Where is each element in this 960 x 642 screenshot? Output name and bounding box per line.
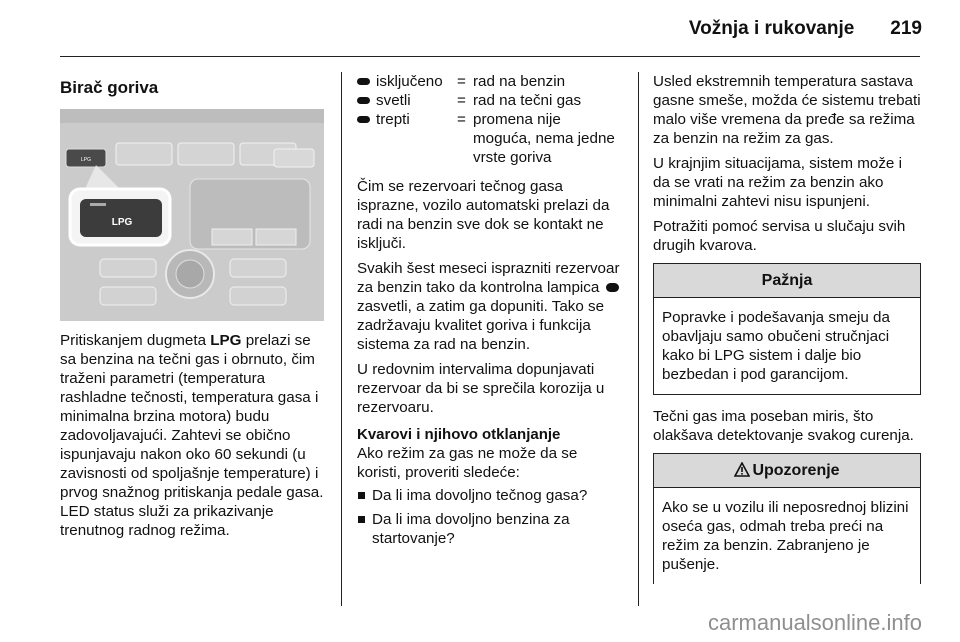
column-3 bbox=[653, 72, 921, 596]
small-lpg-label: LPG bbox=[80, 157, 92, 163]
header-rule bbox=[60, 56, 920, 57]
led-off-icon bbox=[357, 78, 370, 85]
warning-header bbox=[654, 454, 920, 488]
header-title: Vožnja i rukovanje bbox=[688, 18, 855, 39]
paragraph-service: Potražiti pomoć servisa u slučaju svih drugih kvarova. bbox=[653, 218, 906, 254]
led-row-flashing: trepti = promena nije moguća, nema jedne vrste goriva bbox=[357, 110, 622, 167]
page-header bbox=[689, 18, 922, 40]
lpg-bold: LPG bbox=[210, 332, 242, 349]
led-status-table bbox=[357, 72, 622, 167]
notice-title: Pažnja bbox=[654, 264, 920, 298]
list-item: Da li ima dovoljno benzina za startovanje? bbox=[357, 510, 622, 548]
check-list bbox=[357, 486, 622, 548]
column-1 bbox=[60, 72, 325, 546]
warning-title: Upozorenje bbox=[752, 462, 840, 479]
paragraph-auto-switch: Čim se rezervoari tečnog gasa isprazne, vozilo automatski prelazi da radi na benzin sve dok se kontakt ne isključi. bbox=[357, 178, 610, 252]
paragraph-extreme-temp: Usled ekstremnih temperatura sastava gasne smeše, možda će sistemu trebati malo više vremena da pređe sa režima za benzin na režim za gas. bbox=[653, 73, 921, 147]
notice-box bbox=[653, 263, 921, 395]
paragraph-odor: Tečni gas ima poseban miris, što olakšava detektovanje svakog curenja. bbox=[653, 408, 914, 444]
column-2 bbox=[357, 72, 622, 553]
paragraph-refill: U redovnim intervalima dopunjavati rezervoar da bi se sprečila korozija u rezervoaru. bbox=[357, 361, 605, 416]
paragraph-empty-tank: Svakih šest meseci isprazniti rezervoar za benzin tako da kontrolna lampica zasvetli, a zatim ga dopuniti. Tako se zadržavaju kvalitet goriva i funkcija sistema za rad na benzin. bbox=[357, 260, 620, 353]
notice-text: Popravke i podešavanja smeju da obavljaju samo obučeni stručnjaci kako bi LPG sistem i dalje bio bezbedan i pod garancijom. bbox=[662, 309, 890, 383]
section-title: Birač goriva bbox=[60, 78, 159, 97]
column-divider-1 bbox=[341, 72, 342, 606]
dashboard-illustration bbox=[60, 109, 324, 321]
led-row-on: svetli = rad na tečni gas bbox=[357, 91, 622, 110]
lpg-button-figure bbox=[60, 109, 324, 321]
warning-text: Ako se u vozilu ili neposrednoj blizini oseća gas, odmah treba preći na režim za benzin. Zabranjeno je pušenje. bbox=[662, 499, 909, 573]
page-number: 219 bbox=[890, 18, 922, 39]
faults-heading: Kvarovi i njihovo otklanjanje bbox=[357, 426, 561, 443]
intro-paragraph: Pritiskanjem dugmeta LPG prelazi se sa benzina na tečni gas i obrnuto, čim traženi parametri (temperatura rashladne tečnosti, temperatura gasa i minimalna brzina motora) budu zadovoljavajući. Zahtevi se obično ispunjavaju nakon oko 60 sekundi (u zavisnosti od spoljašnje temperature) i prvog snažnog pritiskanja pedale gasa. LED status služi za prikazivanje trenutnog radnog režima. bbox=[60, 332, 324, 539]
control-lamp-icon bbox=[606, 283, 619, 292]
led-flashing-icon bbox=[357, 116, 370, 123]
column-divider-2 bbox=[638, 72, 639, 606]
paragraph-revert: U krajnjim situacijama, sistem može i da se vrati na režim za benzin ako minimalni zahtevi nisu ispunjeni. bbox=[653, 155, 902, 210]
led-row-off: isključeno = rad na benzin bbox=[357, 72, 622, 91]
list-item: Da li ima dovoljno tečnog gasa? bbox=[357, 486, 622, 505]
warning-triangle-icon bbox=[734, 462, 750, 477]
led-on-icon bbox=[357, 97, 370, 104]
watermark: carmanualsonline.info bbox=[707, 610, 922, 635]
paragraph-check: Ako režim za gas ne može da se koristi, proveriti sledeće: bbox=[357, 445, 578, 481]
large-lpg-label: LPG bbox=[111, 217, 133, 228]
warning-box bbox=[653, 453, 921, 584]
